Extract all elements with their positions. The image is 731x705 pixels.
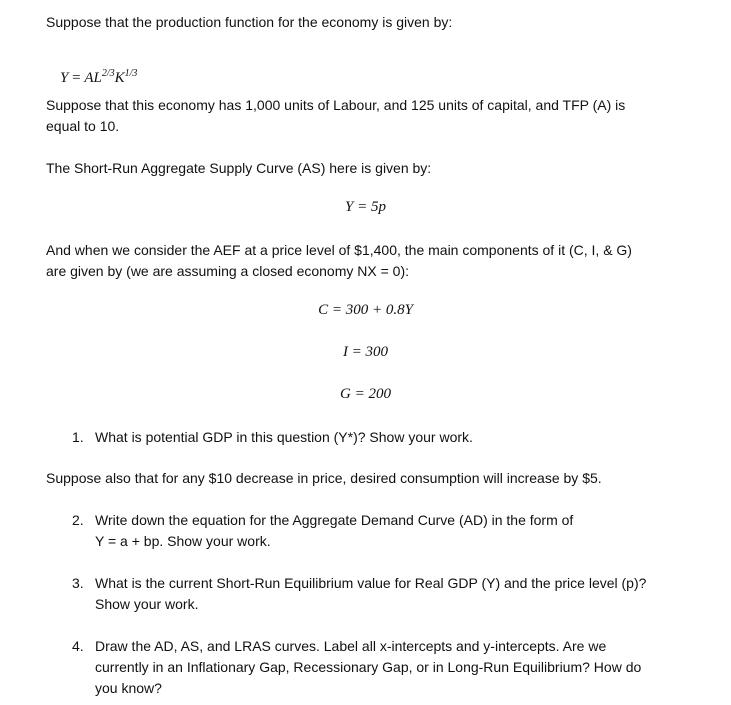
pf-exp1: 2/3 <box>101 68 115 79</box>
sras-intro: The Short-Run Aggregate Supply Curve (AS) here is given by: <box>46 160 432 176</box>
q4-line-3: you know? <box>95 680 162 696</box>
q3-line-2: Show your work. <box>95 596 199 612</box>
q4-number: 4. <box>72 638 84 654</box>
production-function <box>60 68 137 87</box>
pf-base1: AL <box>84 70 102 86</box>
government-equation: G = 200 <box>340 386 391 402</box>
pf-exp2: 1/3 <box>124 68 138 79</box>
intro-text: Suppose that the production function for the economy is given by: <box>46 14 453 30</box>
aef-line-2: are given by (we are assuming a closed economy NX = 0): <box>46 263 410 279</box>
q2-line-1: Write down the equation for the Aggregate Demand Curve (AD) in the form of <box>95 512 574 528</box>
pf-base2: K <box>114 70 125 86</box>
q4-line-2: currently in an Inflationary Gap, Recessionary Gap, or in Long-Run Equilibrium? How do <box>95 659 642 675</box>
q4-line-1: Draw the AD, AS, and LRAS curves. Label all x-intercepts and y-intercepts. Are we <box>95 638 607 654</box>
pf-lhs: Y <box>60 70 69 86</box>
endowment-line-1: Suppose that this economy has 1,000 units of Labour, and 125 units of capital, and TFP (A) is <box>46 97 626 113</box>
supposition-text: Suppose also that for any $10 decrease in price, desired consumption will increase by $5. <box>46 470 602 486</box>
q2-number: 2. <box>72 512 84 528</box>
q3-line-1: What is the current Short-Run Equilibrium value for Real GDP (Y) and the price level (p)? <box>95 575 647 591</box>
q1-text: What is potential GDP in this question (Y*)? Show your work. <box>95 429 473 445</box>
consumption-equation: C = 300 + 0.8Y <box>318 302 413 318</box>
endowment-line-2: equal to 10. <box>46 118 120 134</box>
q2-line-2: Y = a + bp. Show your work. <box>95 533 271 549</box>
sras-equation: Y = 5p <box>345 199 386 215</box>
aef-line-1: And when we consider the AEF at a price level of $1,400, the main components of it (C, I, & G) <box>46 242 632 258</box>
pf-equals: = <box>68 70 85 86</box>
investment-equation: I = 300 <box>342 344 389 360</box>
q1-number: 1. <box>72 429 84 445</box>
q3-number: 3. <box>72 575 84 591</box>
